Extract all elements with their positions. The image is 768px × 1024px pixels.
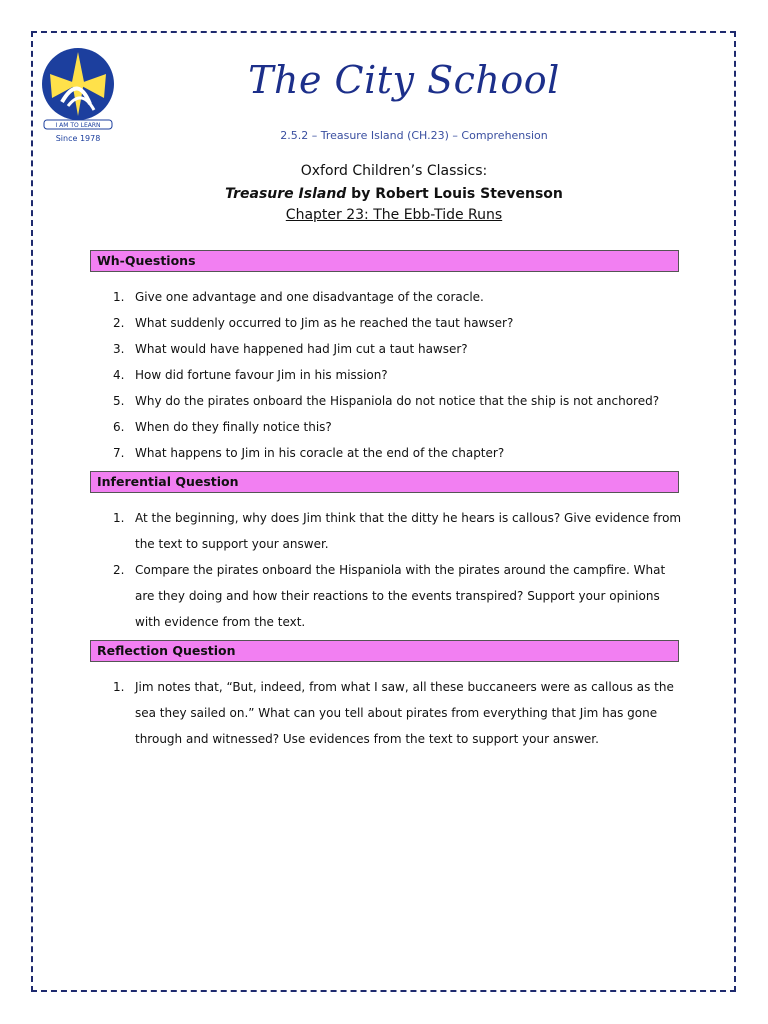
logo-motto: I AM TO LEARN: [55, 122, 101, 129]
question-item: [113, 420, 683, 446]
question-item: [113, 505, 683, 557]
school-name: The City School: [248, 58, 560, 102]
question-item: [113, 342, 683, 368]
question-number: 2.: [113, 316, 125, 330]
question-number: 1.: [113, 511, 125, 525]
question-text: Jim notes that, “But, indeed, from what I saw, all these buccaneers were as callous as the sea they sailed on.” What can you tell about pirates from everything that Jim has gone through and witnessed? Use evidences from the text to support your answer.: [135, 680, 674, 746]
question-number: 1.: [113, 680, 125, 694]
question-text: Compare the pirates onboard the Hispaniola with the pirates around the campfire. What are they doing and how their reactions to the events transpired? Support your opinions with evidence from the text.: [135, 563, 666, 629]
book-line: [0, 186, 768, 202]
question-number: 7.: [113, 446, 125, 460]
question-number: 1.: [113, 290, 125, 304]
question-item: [113, 316, 683, 342]
question-text: Why do the pirates onboard the Hispaniola do not notice that the ship is not anchored?: [135, 394, 660, 408]
question-text: What suddenly occurred to Jim as he reached the taut hawser?: [135, 316, 514, 330]
logo-since: Since 1978: [55, 134, 101, 143]
question-text: Give one advantage and one disadvantage of the coracle.: [135, 290, 484, 304]
book-series: Oxford Children’s Classics:: [300, 163, 488, 179]
book-title: Treasure Island: [225, 186, 347, 202]
question-item: [113, 290, 683, 316]
question-text: When do they finally notice this?: [135, 420, 332, 434]
question-number: 6.: [113, 420, 125, 434]
question-item: [113, 446, 683, 472]
reflection-question-list: [113, 674, 683, 752]
inferential-question-list: [113, 505, 683, 635]
section-heading-reflection: Reflection Question: [90, 640, 679, 662]
question-item: [113, 394, 683, 420]
document-subheading: 2.5.2 – Treasure Island (CH.23) – Comprehension: [280, 129, 548, 142]
question-item: [113, 557, 683, 635]
question-number: 5.: [113, 394, 125, 408]
question-item: [113, 368, 683, 394]
book-author: by Robert Louis Stevenson: [346, 186, 563, 202]
question-number: 2.: [113, 563, 125, 577]
question-item: [113, 674, 683, 752]
chapter-title: Chapter 23: The Ebb-Tide Runs: [285, 207, 503, 223]
wh-question-list: [113, 290, 683, 472]
question-text: At the beginning, why does Jim think that the ditty he hears is callous? Give evidence from the text to support your answer.: [135, 511, 682, 551]
question-text: What would have happened had Jim cut a taut hawser?: [135, 342, 468, 356]
section-heading-wh: Wh-Questions: [90, 250, 679, 272]
question-number: 4.: [113, 368, 125, 382]
question-number: 3.: [113, 342, 125, 356]
question-text: How did fortune favour Jim in his mission?: [135, 368, 388, 382]
question-text: What happens to Jim in his coracle at the end of the chapter?: [135, 446, 505, 460]
section-heading-inferential: Inferential Question: [90, 471, 679, 493]
